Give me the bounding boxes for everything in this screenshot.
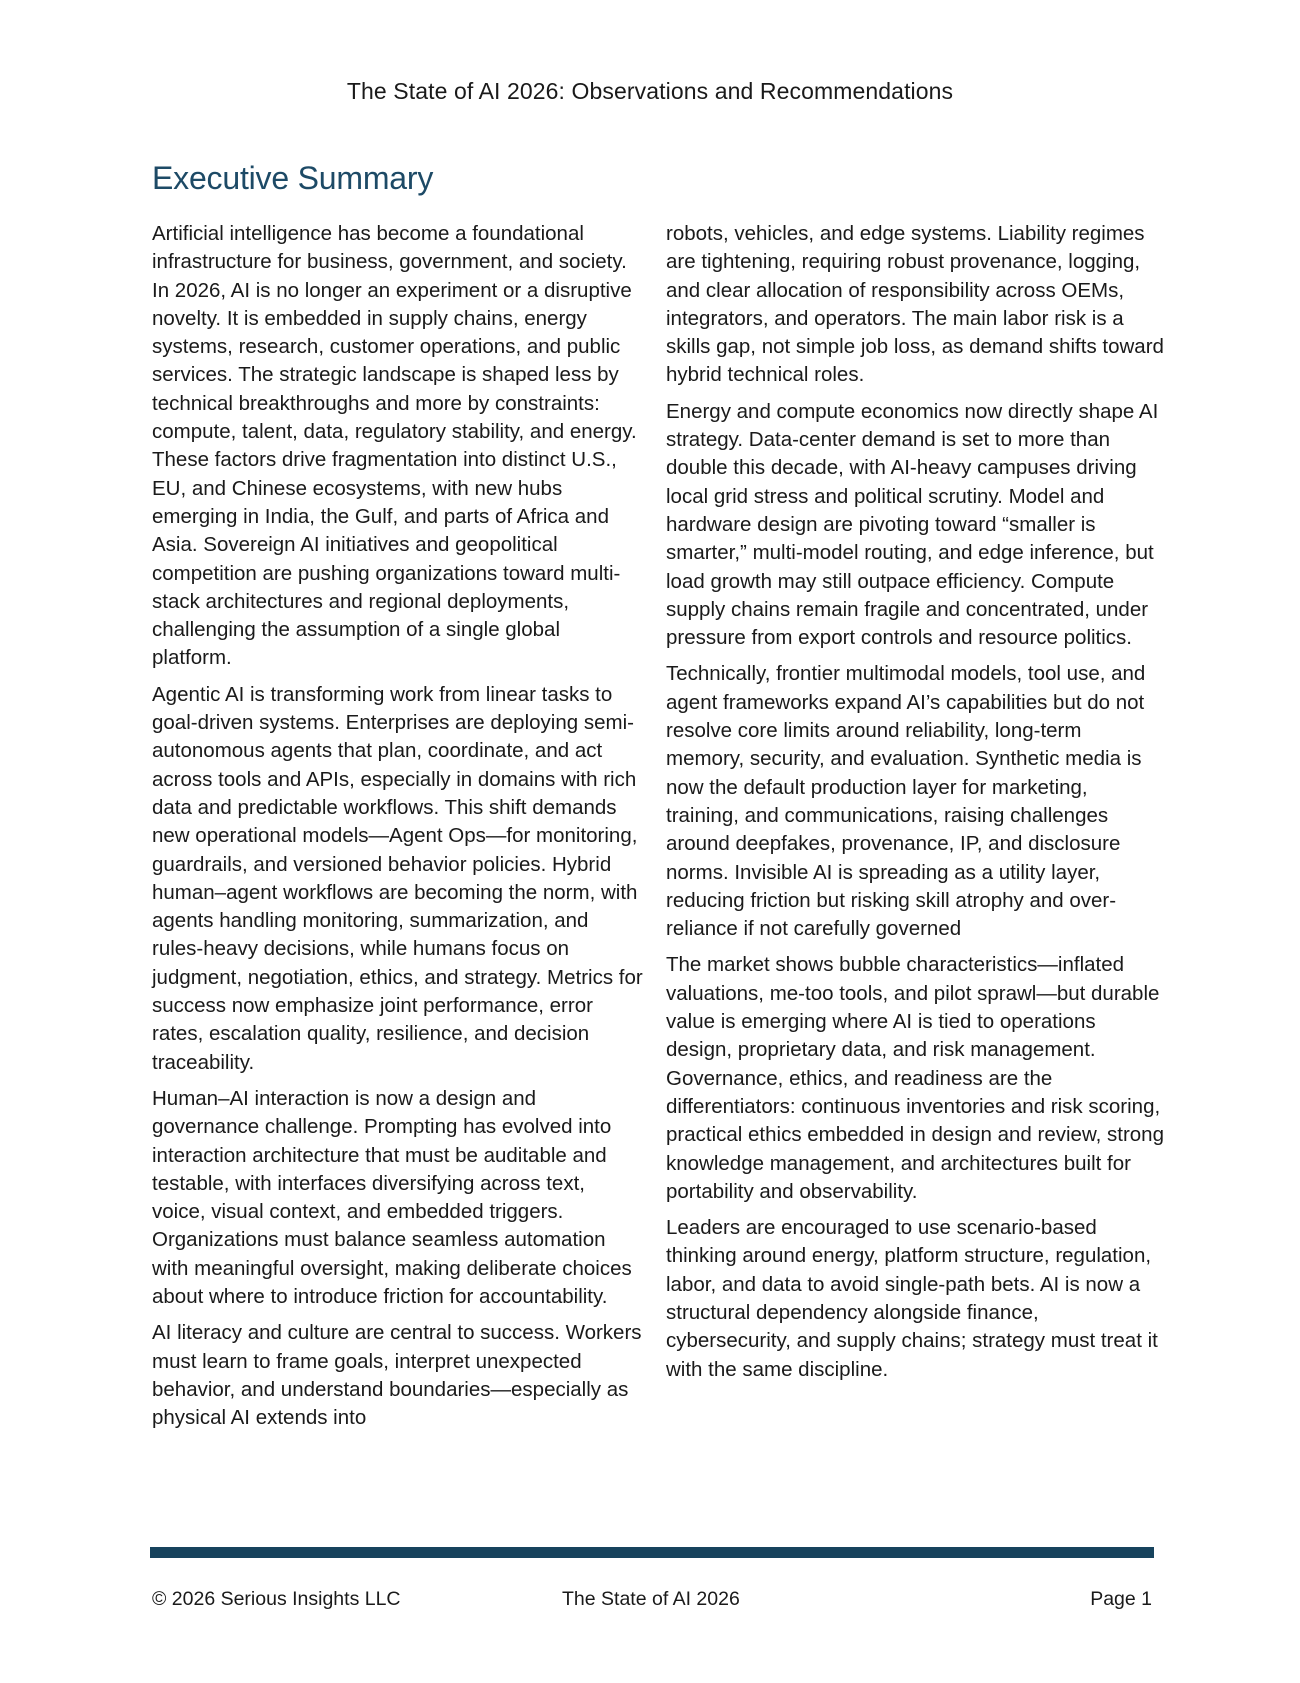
- footer-document-title: The State of AI 2026: [562, 1588, 740, 1610]
- paragraph: AI literacy and culture are central to success. Workers must learn to frame goals, interpret unexpected behavior, and understand boundaries—especially as physical AI extends into: [152, 1321, 642, 1430]
- document-header-title: The State of AI 2026: Observations and Recommendations: [346, 78, 954, 104]
- paragraph: Technically, frontier multimodal models, tool use, and agent frameworks expand AI’s capabilities but do not resolve core limits around reliability, long-term memory, security, and evaluation. Synthetic media is now the default production layer for marketing, training, and communications, raising challenges around deepfakes, provenance, IP, and disclosure norms. Invisible AI is spreading as a utility layer, reducing friction but risking skill atrophy and over-reliance if not carefully governed: [666, 662, 1146, 941]
- paragraph: Leaders are encouraged to use scenario-based thinking around energy, platform structure, regulation, labor, and data to avoid single-path bets. AI is now a structural dependency alongside finance, cybersecurity, and supply chains; strategy must treat it with the same discipline.: [666, 1216, 1158, 1381]
- footer-page-number: Page 1: [1090, 1588, 1152, 1610]
- paragraph: The market shows bubble characteristics—inflated valuations, me-too tools, and pilot sprawl—but durable value is emerging where AI is tied to operations design, proprietary data, and risk management. Governance, ethics, and readiness are the differentiators: continuous inventories and risk scoring, practical ethics embedded in design and review, strong knowledge management, and architectures built for portability and observability.: [666, 953, 1164, 1203]
- section-title: Executive Summary: [152, 160, 434, 196]
- footer-divider: [150, 1547, 1154, 1558]
- paragraph: Human–AI interaction is now a design and governance challenge. Prompting has evolved into interaction architecture that must be auditable and testable, with interfaces diversifying across text, voice, visual context, and embedded triggers. Organizations must balance seamless automation with meaningful oversight, making deliberate choices about where to introduce friction for accountability.: [152, 1086, 632, 1308]
- right-column: [666, 220, 1164, 1392]
- footer-copyright: © 2026 Serious Insights LLC: [152, 1588, 401, 1610]
- left-column: [152, 220, 644, 1440]
- paragraph: robots, vehicles, and edge systems. Liability regimes are tightening, requiring robust provenance, logging, and clear allocation of responsibility across OEMs, integrators, and operators. The main labor risk is a skills gap, not simple job loss, as demand shifts toward hybrid technical roles.: [666, 222, 1164, 387]
- paragraph: Agentic AI is transforming work from linear tasks to goal-driven systems. Enterprises are deploying semi-autonomous agents that plan, coordinate, and act across tools and APIs, especially in domains with rich data and predictable workflows. This shift demands new operational models—Agent Ops—for monitoring, guardrails, and versioned behavior policies. Hybrid human–agent workflows are becoming the norm, with agents handling monitoring, summarization, and rules-heavy decisions, while humans focus on judgment, negotiation, ethics, and strategy. Metrics for success now emphasize joint performance, error rates, escalation quality, resilience, and decision traceability.: [152, 682, 643, 1074]
- paragraph: Energy and compute economics now directly shape AI strategy. Data-center demand is set to more than double this decade, with AI-heavy campuses driving local grid stress and political scrutiny. Model and hardware design are pivoting toward “smaller is smarter,” multi-model routing, and edge inference, but load growth may still outpace efficiency. Compute supply chains remain fragile and concentrated, under pressure from export controls and resource politics.: [666, 399, 1159, 650]
- paragraph: Artificial intelligence has become a foundational infrastructure for business, government, and society. In 2026, AI is no longer an experiment or a disruptive novelty. It is embedded in supply chains, energy systems, research, customer operations, and public services. The strategic landscape is shaped less by technical breakthroughs and more by constraints: compute, talent, data, regulatory stability, and energy. These factors drive fragmentation into distinct U.S., EU, and Chinese ecosystems, with new hubs emerging in India, the Gulf, and parts of Africa and Asia. Sovereign AI initiatives and geopolitical competition are pushing organizations toward multi-stack architectures and regional deployments, challenging the assumption of a single global platform.: [152, 222, 637, 670]
